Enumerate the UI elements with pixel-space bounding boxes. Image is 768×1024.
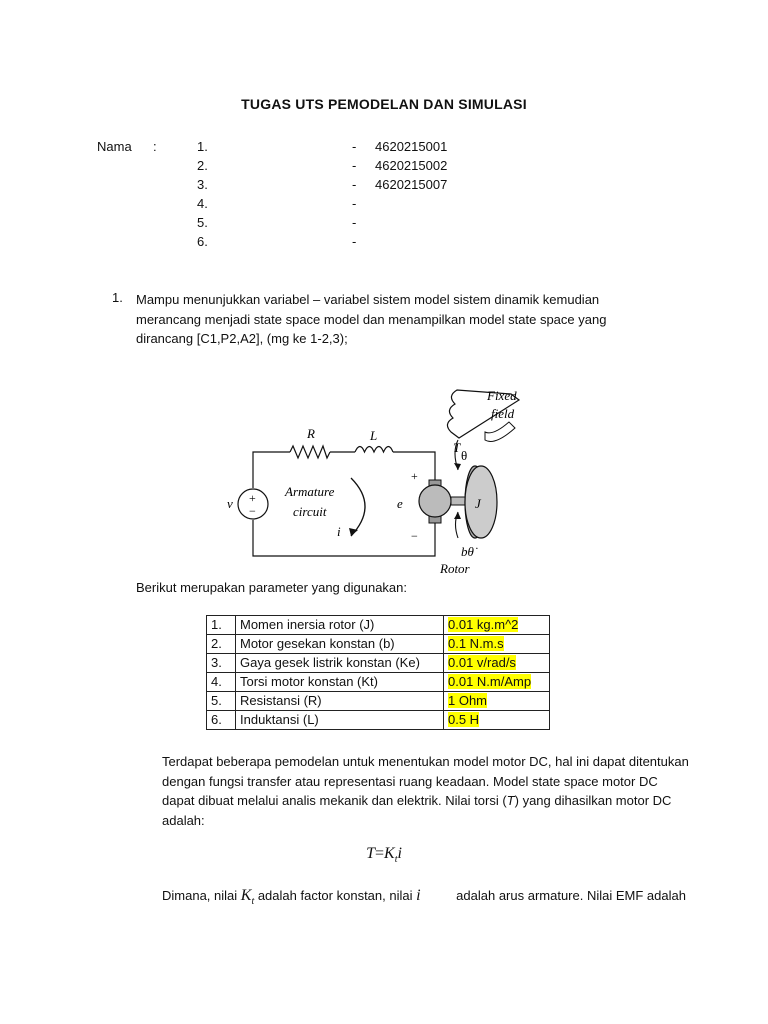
label-i: i: [337, 524, 341, 539]
param-value: 0.01 v/rad/s: [448, 655, 516, 670]
table-row: [207, 711, 550, 730]
label-r: R: [307, 426, 315, 441]
param-name: Induktansi (L): [236, 711, 444, 730]
param-value: 0.01 kg.m^2: [448, 617, 519, 632]
dimana-part2: adalah factor konstan, nilai: [254, 888, 417, 903]
table-row: [207, 673, 550, 692]
dimana-sub: t: [251, 896, 255, 908]
member-dash: -: [352, 234, 357, 249]
table-row: [207, 616, 550, 635]
current-arrow: [351, 478, 365, 536]
fixed-field-shoe: [485, 422, 515, 442]
param-value-cell: [444, 654, 550, 673]
param-value-cell: [444, 635, 550, 654]
member-row: [0, 139, 768, 158]
label-v: v: [227, 496, 233, 511]
param-no: 4.: [207, 673, 236, 692]
parameter-intro: Berikut merupakan parameter yang digunakan:: [136, 580, 407, 595]
voltage-source-minus: −: [249, 504, 256, 518]
table-row: [207, 654, 550, 673]
label-t: T: [453, 440, 461, 455]
member-number: 5.: [197, 215, 208, 230]
voltage-source-plus: +: [249, 491, 256, 505]
motor-plus: +: [411, 469, 418, 483]
member-dash: -: [352, 196, 357, 211]
inductor-symbol: [355, 447, 393, 453]
label-l: L: [370, 428, 378, 443]
dc-motor-diagram: [225, 380, 535, 580]
formula-lhs: T: [366, 845, 375, 862]
member-nim: 4620215001: [375, 139, 448, 154]
torque-arrowhead: [454, 463, 461, 470]
member-number: 4.: [197, 196, 208, 211]
param-no: 2.: [207, 635, 236, 654]
formula-sub: t: [394, 854, 398, 866]
friction-arrowhead: [454, 512, 461, 519]
member-number: 6.: [197, 234, 208, 249]
member-row: [0, 177, 768, 196]
param-value-cell: [444, 616, 550, 635]
dimana-part1: Dimana, nilai: [162, 888, 241, 903]
dimana-kt: [240, 887, 255, 908]
param-no: 6.: [207, 711, 236, 730]
paragraph-italic-t: T: [506, 793, 515, 808]
label-b-theta-dot: bθ̇: [461, 544, 474, 559]
paragraph-part1: Terdapat beberapa pemodelan untuk menentukan model motor DC, hal ini dapat ditentukan dengan fungsi transfer atau representasi ruang keadaan. Model state space motor DC dapat dibuat melalui analis mekanik dan elektrik. Nilai torsi (: [162, 754, 689, 808]
dimana-k: K: [240, 887, 252, 904]
motor-minus: −: [411, 529, 418, 543]
parameter-table: [206, 615, 550, 730]
param-value: 0.01 N.m/Amp: [448, 674, 532, 689]
member-nim: 4620215007: [375, 177, 448, 192]
member-nim: 4620215002: [375, 158, 448, 173]
table-row: [207, 692, 550, 711]
fixed-field-line2: field: [491, 406, 515, 421]
rotor-disk: [465, 466, 497, 538]
param-name: Momen inersia rotor (J): [236, 616, 444, 635]
member-dash: -: [352, 139, 357, 154]
nama-label: Nama: [97, 139, 132, 154]
document-title: TUGAS UTS PEMODELAN DAN SIMULASI: [241, 96, 527, 112]
member-dash: -: [352, 215, 357, 230]
member-row: [0, 234, 768, 253]
resistor-symbol: [290, 446, 330, 458]
member-dash: -: [352, 177, 357, 192]
question-text: Mampu menunjukkan variabel – variabel sistem model sistem dinamik kemudian merancang menjadi state space model dan menampilkan model state space yang dirancang [C1,P2,A2], (mg ke 1-2,3);: [136, 292, 607, 346]
param-value-cell: [444, 711, 550, 730]
param-no: 5.: [207, 692, 236, 711]
param-value-cell: [444, 692, 550, 711]
dimana-paragraph: [162, 886, 692, 911]
param-name: Torsi motor konstan (Kt): [236, 673, 444, 692]
nama-colon: :: [153, 139, 157, 154]
param-name: Gaya gesek listrik konstan (Ke): [236, 654, 444, 673]
member-row: [0, 196, 768, 215]
torque-formula: [0, 845, 768, 865]
dimana-part3: adalah arus armature. Nilai EMF adalah: [452, 888, 686, 903]
armature-label-line2: circuit: [293, 504, 327, 519]
param-value: 0.5 H: [448, 712, 480, 727]
member-number: 2.: [197, 158, 208, 173]
armature-label-line1: Armature: [285, 484, 335, 499]
label-j: J: [475, 496, 481, 511]
param-value: 1 Ohm: [448, 693, 488, 708]
circuit-wires: [253, 452, 435, 556]
formula-k: K: [384, 845, 395, 862]
member-number: 1.: [197, 139, 208, 154]
question-number: 1.: [112, 290, 123, 305]
param-name: Resistansi (R): [236, 692, 444, 711]
rotor-label: Rotor: [440, 561, 470, 576]
member-number: 3.: [197, 177, 208, 192]
param-no: 1.: [207, 616, 236, 635]
dimana-i: i: [416, 887, 421, 904]
table-row: [207, 635, 550, 654]
formula-i: i: [397, 845, 402, 862]
formula-eq: =: [374, 845, 385, 862]
param-name: Motor gesekan konstan (b): [236, 635, 444, 654]
member-row: [0, 158, 768, 177]
member-dash: -: [352, 158, 357, 173]
paragraph-part2: ) yang dihasilkan motor DC adalah:: [162, 793, 672, 828]
member-row: [0, 215, 768, 234]
param-no: 3.: [207, 654, 236, 673]
motor-paragraph: [162, 752, 692, 830]
label-e: e: [397, 496, 403, 511]
fixed-field-line1: Fixed: [487, 388, 517, 403]
label-theta: θ: [461, 448, 468, 463]
param-value-cell: [444, 673, 550, 692]
param-value: 0.1 N.m.s: [448, 636, 504, 651]
